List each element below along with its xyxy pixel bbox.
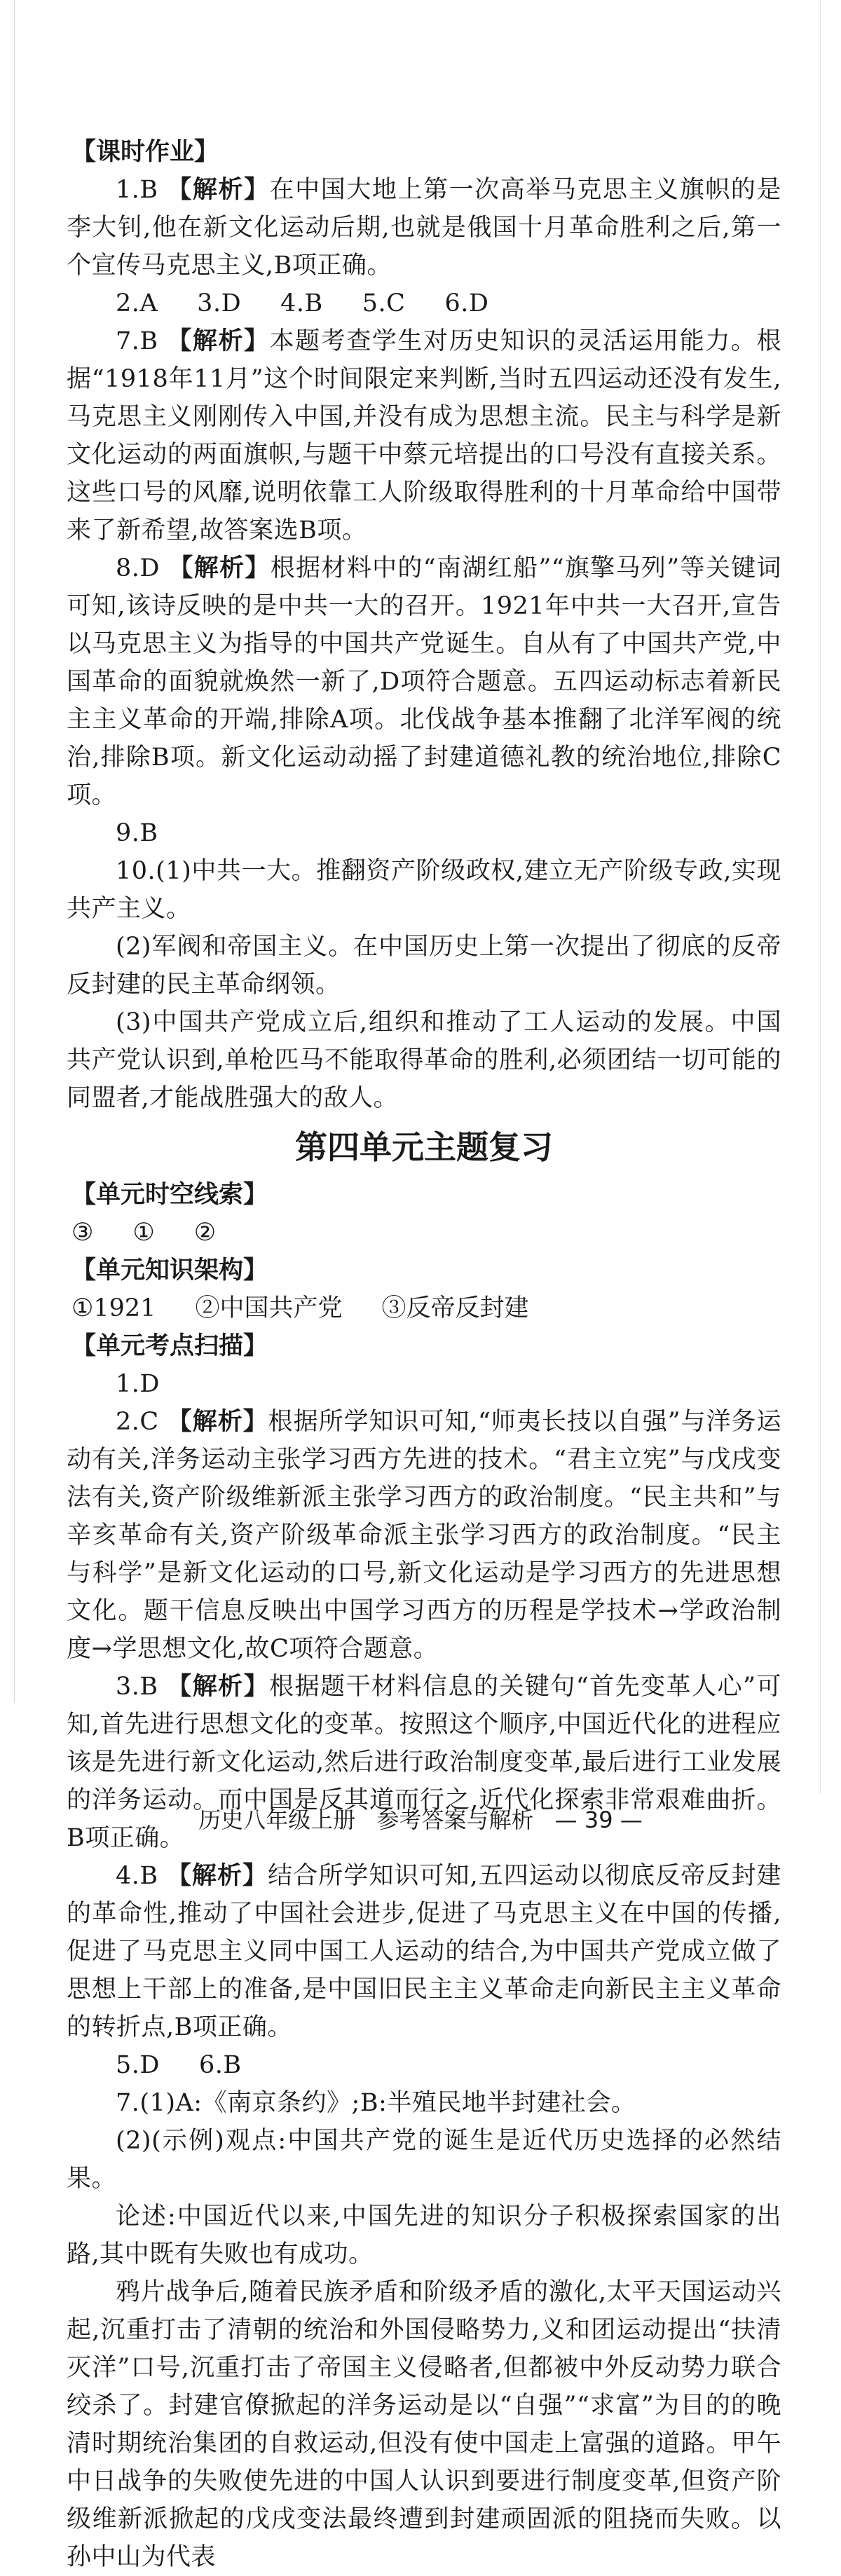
answer-10-1: 10.(1)中共一大。推翻资产阶级政权,建立无产阶级专政,实现共产主义。 bbox=[67, 857, 781, 923]
margin-line bbox=[820, 0, 821, 1794]
unit-answer-7-4: 鸦片战争后,随着民族矛盾和阶级矛盾的激化,太平天国运动兴起,沉重打击了清朝的统治和外国侵略势力,义和团运动提出“扶清灭洋”口号,沉重打击了帝国主义侵略者,但都被中外反动势力联合绞杀了。封建官僚掀起的洋务运动是以“自强”“求富”为目的的晚清时期统治集团的自救运动,但没有使中国走上富强的道路。甲午中日战争的失败使先进的中国人认识到要进行制度变革,但资产阶级维新派掀起的戊戌变法最终遭到封建顽固派的阻挠而失败。以孙中山为代表 bbox=[67, 2278, 781, 2571]
unit-answer-7-1: 7.(1)A:《南京条约》;B:半殖民地半封建社会。 bbox=[116, 2089, 636, 2117]
analysis-tag: 【解析】 bbox=[168, 554, 271, 582]
analysis-tag: 【解析】 bbox=[167, 1673, 270, 1701]
unit-answer-7-3: 论述:中国近代以来,中国先进的知识分子积极探索国家的出路,其中既有失败也有成功。 bbox=[67, 2202, 781, 2268]
footer-section-title: 参考答案与解析 bbox=[376, 1807, 534, 1833]
timeline-answers: ③ ① ② bbox=[71, 1219, 217, 1247]
section-heading-homework: 【课时作业】 bbox=[71, 138, 219, 166]
page-footer bbox=[0, 1802, 841, 1835]
unit-answer-7-2: (2)(示例)观点:中国共产党的诞生是近代历史选择的必然结果。 bbox=[67, 2127, 781, 2193]
answers-2-6: 2.A 3.D 4.B 5.C 6.D bbox=[116, 289, 489, 317]
binding-line bbox=[14, 0, 15, 1703]
footer-book-title: 历史八年级上册 bbox=[198, 1807, 356, 1833]
answer-content bbox=[67, 133, 781, 2576]
section-heading-scan: 【单元考点扫描】 bbox=[71, 1332, 268, 1360]
answer-1: 1.B 【解析】在中国大地上第一次高举马克思主义旗帜的是李大钊,他在新文化运动后期,也就是俄国十月革命胜利之后,第一个宣传马克思主义,B项正确。 bbox=[67, 176, 781, 280]
analysis-tag: 【解析】 bbox=[167, 327, 270, 355]
answer-10-2: (2)军阀和帝国主义。在中国历史上第一次提出了彻底的反帝反封建的民主革命纲领。 bbox=[67, 933, 781, 999]
analysis-tag: 【解析】 bbox=[167, 1408, 268, 1436]
unit-answer-2: 2.C 【解析】根据所学知识可知,“师夷长技以自强”与洋务运动有关,洋务运动主张学习西方先进的技术。“君主立宪”与戊戌变法有关,资产阶级维新派主张学习西方的政治制度。“民主共和”与辛亥革命有关,资产阶级革命派主张学习西方的政治制度。“民主与科学”是新文化运动的口号,新文化运动是学习西方的先进思想文化。题干信息反映出中国学习西方的历程是学技术→学政治制度→学思想文化,故C项符合题意。 bbox=[67, 1408, 781, 1663]
unit-answers-5-6: 5.D 6.B bbox=[116, 2051, 242, 2079]
analysis-tag: 【解析】 bbox=[166, 1862, 268, 1890]
page-number: — 39 — bbox=[554, 1807, 643, 1833]
section-heading-framework: 【单元知识架构】 bbox=[71, 1256, 268, 1284]
unit-answer-3: 3.B 【解析】根据题干材料信息的关键句“首先变革人心”可知,首先进行思想文化的变革。按照这个顺序,中国近代化的进程应该是先进行新文化运动,然后进行政治制度变革,最后进行工业发展的洋务运动。而中国是反其道而行之,近代化探索非常艰难曲折。B项正确。 bbox=[67, 1673, 781, 1852]
framework-answers: ①1921 ②中国共产党 ③反帝反封建 bbox=[71, 1294, 529, 1322]
answer-10-3: (3)中国共产党成立后,组织和推动了工人运动的发展。中国共产党认识到,单枪匹马不能取得革命的胜利,必须团结一切可能的同盟者,才能战胜强大的敌人。 bbox=[67, 1008, 781, 1112]
section-heading-timeline: 【单元时空线索】 bbox=[71, 1181, 268, 1209]
answer-9: 9.B bbox=[116, 819, 158, 847]
unit-answer-4: 4.B 【解析】结合所学知识可知,五四运动以彻底反帝反封建的革命性,推动了中国社会进步,促进了马克思主义在中国的传播,促进了马克思主义同中国工人运动的结合,为中国共产党成立做了思想上干部上的准备,是中国旧民主主义革命走向新民主主义革命的转折点,B项正确。 bbox=[67, 1862, 781, 2041]
unit-title: 第四单元主题复习 bbox=[295, 1128, 553, 1166]
answer-7: 7.B 【解析】本题考查学生对历史知识的灵活运用能力。根据“1918年11月”这个时间限定来判断,当时五四运动还没有发生,马克思主义刚刚传入中国,并没有成为思想主流。民主与科学是新文化运动的两面旗帜,与题干中蔡元培提出的口号没有直接关系。这些口号的风靡,说明依靠工人阶级取得胜利的十月革命给中国带来了新希望,故答案选B项。 bbox=[67, 327, 781, 544]
answer-8: 8.D 【解析】根据材料中的“南湖红船”“旗擎马列”等关键词可知,该诗反映的是中共一大的召开。1921年中共一大召开,宣告以马克思主义为指导的中国共产党诞生。自从有了中国共产党,中国革命的面貌就焕然一新了,D项符合题意。五四运动标志着新民主主义革命的开端,排除A项。北伐战争基本推翻了北洋军阀的统治,排除B项。新文化运动动摇了封建道德礼教的统治地位,排除C项。 bbox=[67, 554, 781, 809]
unit-answer-1: 1.D bbox=[116, 1370, 160, 1398]
analysis-tag: 【解析】 bbox=[167, 176, 270, 204]
